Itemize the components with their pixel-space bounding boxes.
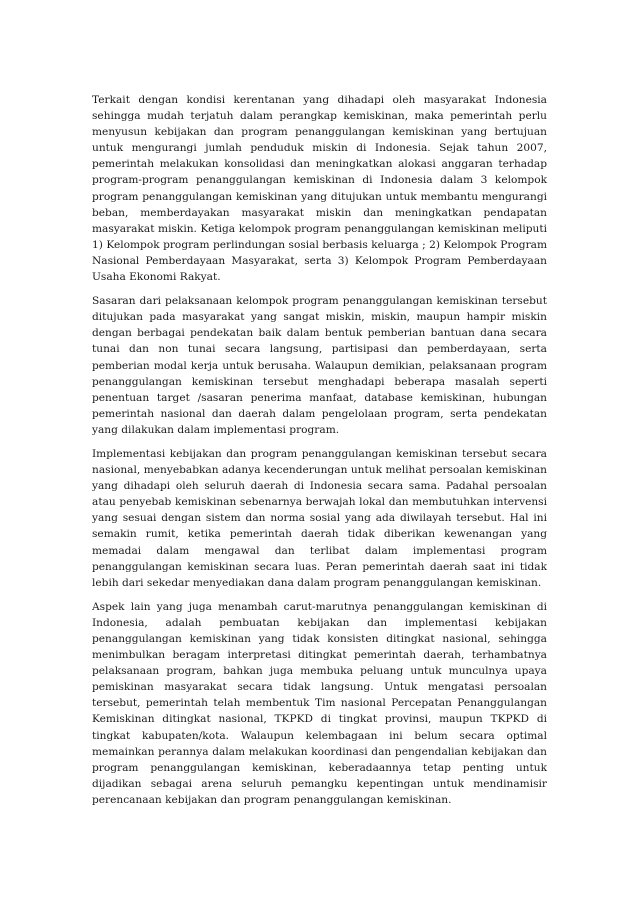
paragraph-4: Aspek lain yang juga menambah carut-marutnya penanggulangan kemiskinan di Indonesia, adalah pembuatan kebijakan dan implementasi kebijakan penanggulangan kemiskinan yang tidak konsisten ditingkat nasional, sehingga menimbulkan beragam interpretasi ditingkat pemerintah daerah, terhambatnya pelaksanaan program, bahkan juga membuka peluang untuk munculnya upaya pemiskinan masyarakat secara tidak langsung. Untuk mengatasi persoalan tersebut, pemerintah telah membentuk Tim nasional Percepatan Penanggulangan Kemiskinan ditingkat nasional, TKPKD di tingkat provinsi, maupun TKPKD di tingkat kabupaten/kota. Walaupun kelembagaan ini belum secara optimal memainkan perannya dalam melakukan koordinasi dan pengendalian kebijakan dan program penanggulangan kemiskinan, keberadaannya tetap penting untuk dijadikan sebagai arena seluruh pemangku kepentingan untuk mendinamisir perencanaan kebijakan dan program penanggulangan kemiskinan. bbox=[92, 600, 547, 806]
paragraph-1: Terkait dengan kondisi kerentanan yang dihadapi oleh masyarakat Indonesia sehingga mudah terjatuh dalam perangkap kemiskinan, maka pemerintah perlu menyusun kebijakan dan program penanggulangan kemiskinan yang bertujuan untuk mengurangi jumlah penduduk miskin di Indonesia. Sejak tahun 2007, pemerintah melakukan konsolidasi dan meningkatkan alokasi anggaran terhadap program-program penanggulangan kemiskinan di Indonesia dalam 3 kelompok program penanggulangan kemiskinan yang ditujukan untuk membantu mengurangi beban, memberdayakan masyarakat miskin dan meningkatkan pendapatan masyarakat miskin. Ketiga kelompok program penanggulangan kemiskinan meliputi 1) Kelompok program perlindungan sosial berbasis keluarga ; 2) Kelompok Program Nasional Pemberdayaan Masyarakat, serta 3) Kelompok Program Pemberdayaan Usaha Ekonomi Rakyat. bbox=[92, 94, 547, 284]
document-body bbox=[92, 92, 547, 816]
paragraph-2: Sasaran dari pelaksanaan kelompok program penanggulangan kemiskinan tersebut ditujukan pada masyarakat yang sangat miskin, miskin, maupun hampir miskin dengan berbagai pendekatan baik dalam bentuk pemberian bantuan dana secara tunai dan non tunai secara langsung, partisipasi dan pemberdayaan, serta pemberian modal kerja untuk berusaha. Walaupun demikian, pelaksanaan program penanggulangan kemiskinan tersebut menghadapi beberapa masalah seperti penentuan target /sasaran penerima manfaat, database kemiskinan, hubungan pemerintah nasional dan daerah dalam pengelolaan program, serta pendekatan yang dilakukan dalam implementasi program. bbox=[92, 295, 547, 436]
paragraph-3: Implementasi kebijakan dan program penanggulangan kemiskinan tersebut secara nasional, menyebabkan adanya kecenderungan untuk melihat persoalan kemiskinan yang dihadapi oleh seluruh daerah di Indonesia secara sama. Padahal persoalan atau penyebab kemiskinan sebenarnya berwajah lokal dan membutuhkan intervensi yang sesuai dengan sistem dan norma sosial yang ada diwilayah tersebut. Hal ini semakin rumit, ketika pemerintah daerah tidak diberikan kewenangan yang memadai dalam mengawal dan terlibat dalam implementasi program penanggulangan kemiskinan secara luas. Peran pemerintah daerah saat ini tidak lebih dari sekedar menyediakan dana dalam program penanggulangan kemiskinan. bbox=[92, 447, 547, 589]
